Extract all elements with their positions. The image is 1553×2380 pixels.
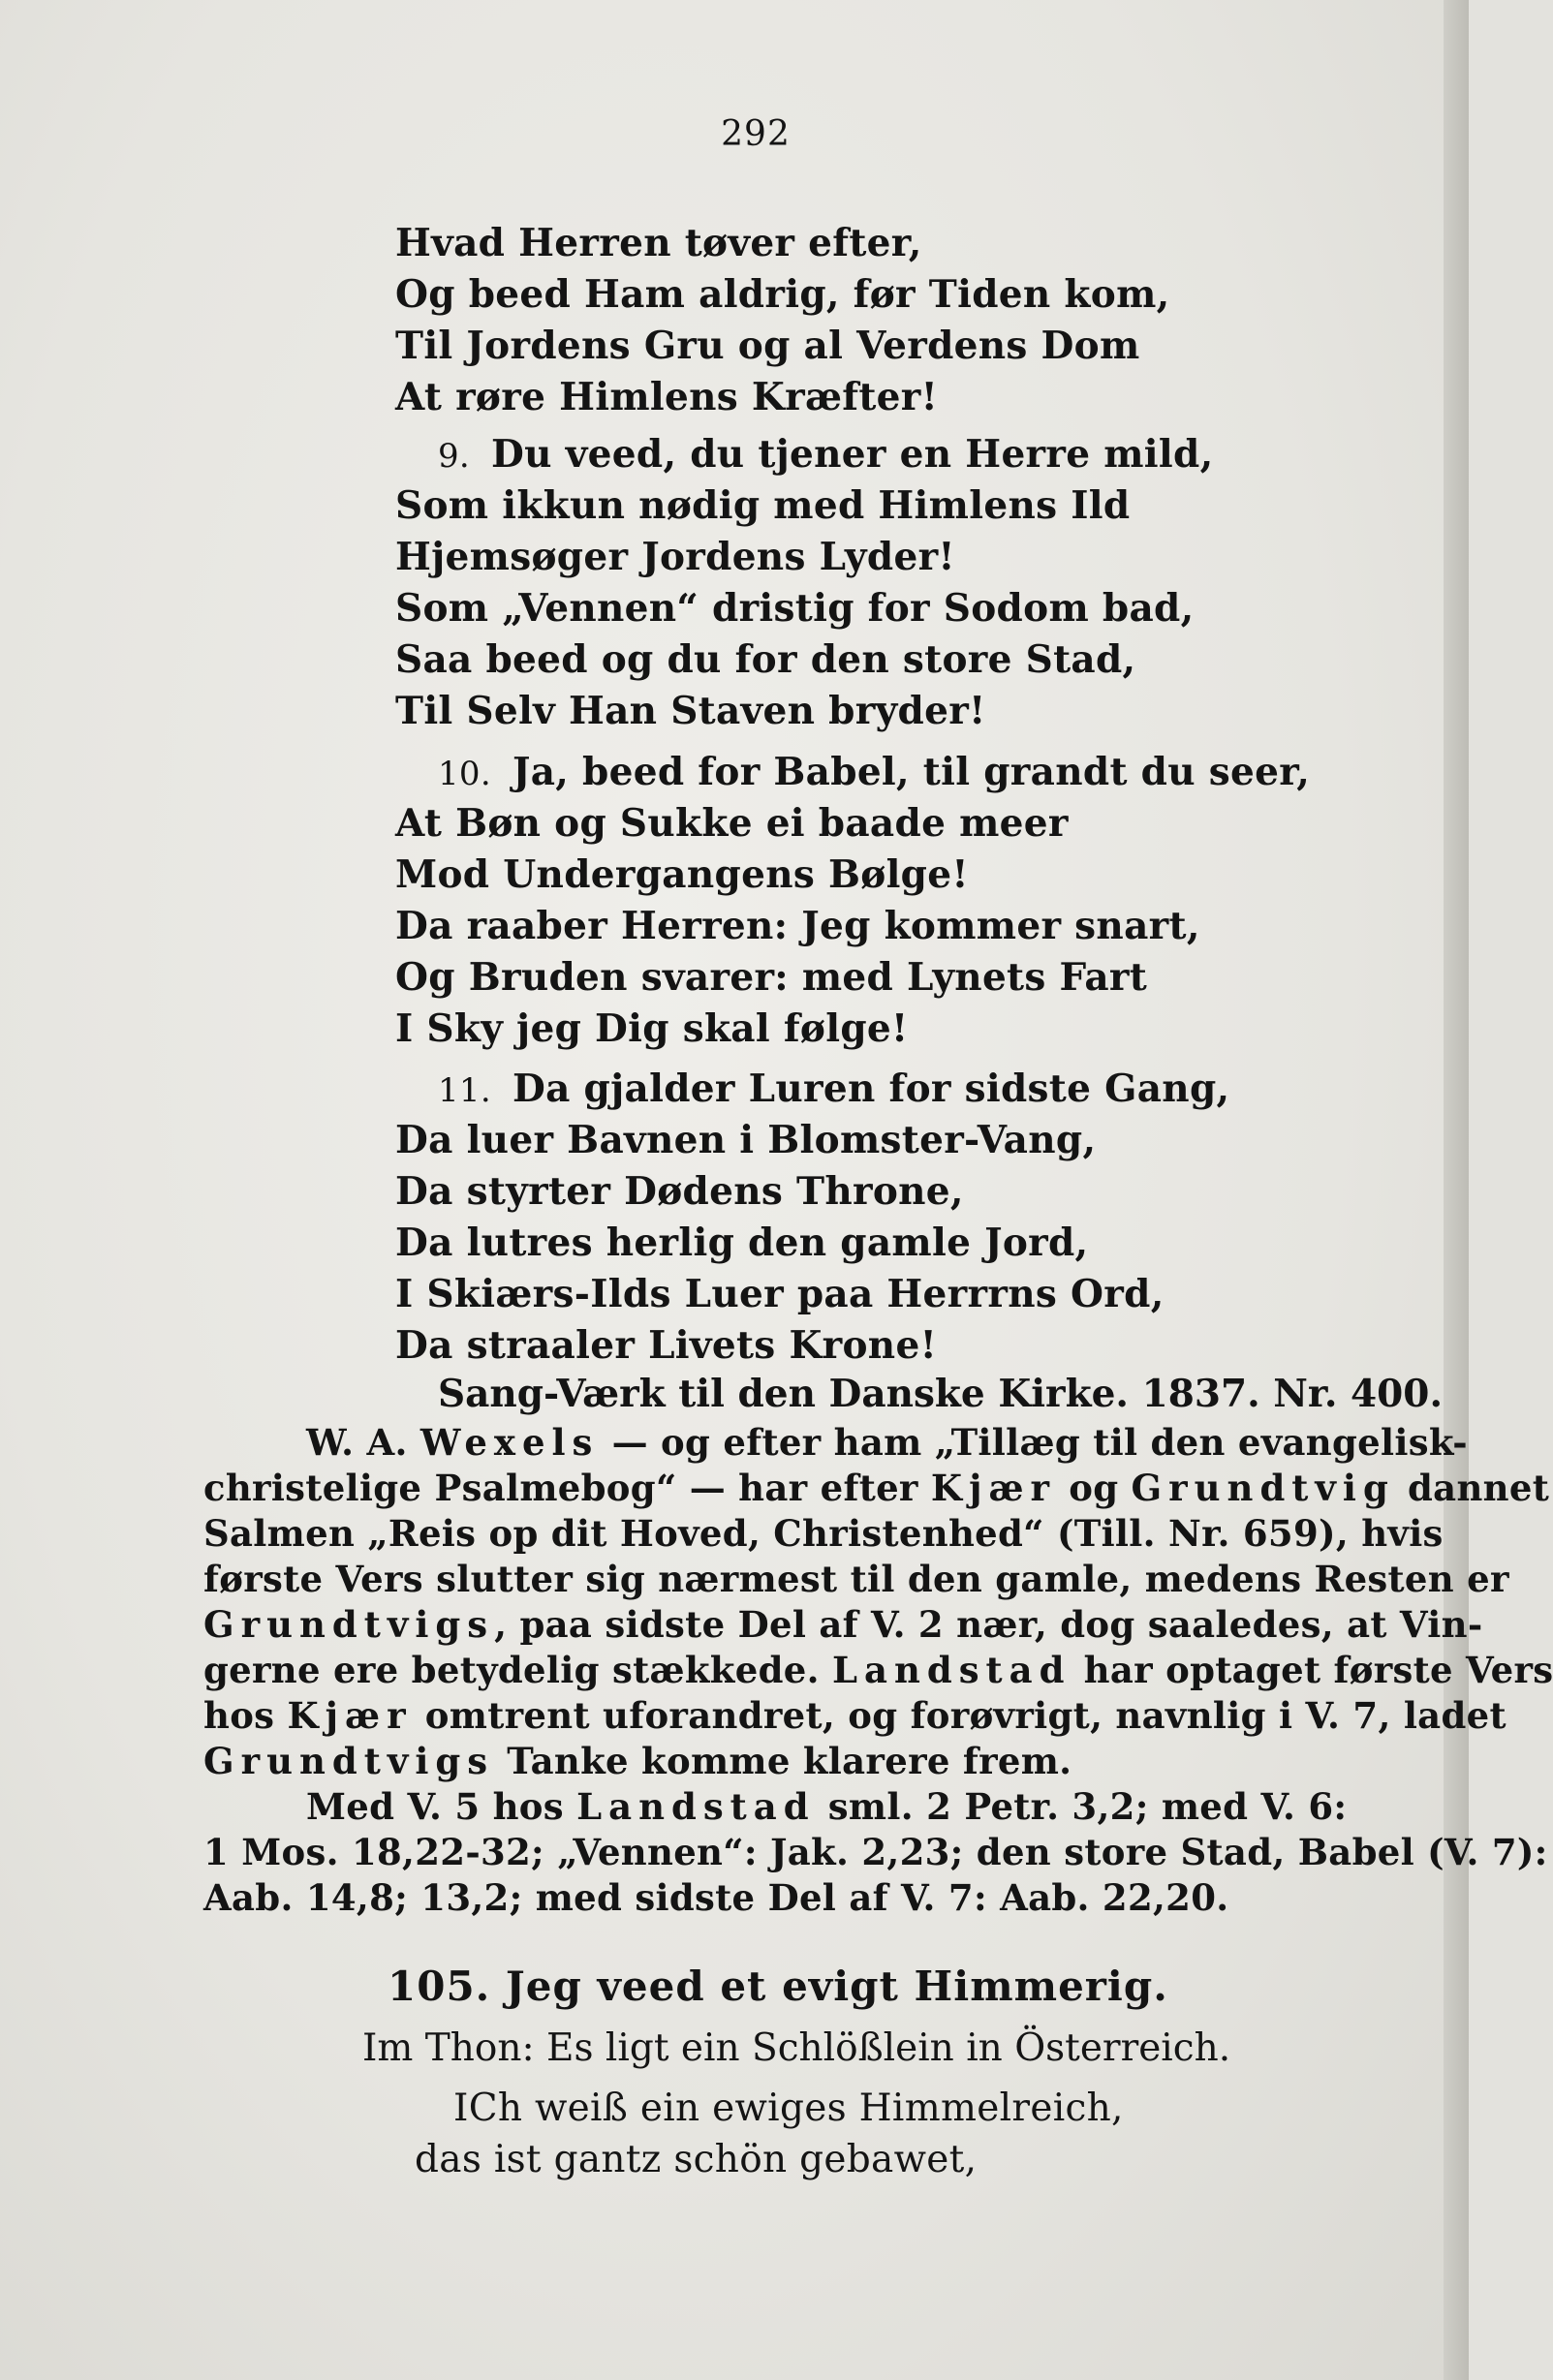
melody-line: Im Thon: Es ligt ein Schlößlein in Österreich. xyxy=(362,2026,1231,2070)
source-citation: Sang-Værk til den Danske Kirke. 1837. Nr. 400. xyxy=(438,1372,1444,1416)
verse-line: Da raaber Herren: Jeg kommer snart, xyxy=(395,904,1200,948)
page-edge xyxy=(1444,0,1469,2380)
verse-line: Og Bruden svarer: med Lynets Fart xyxy=(395,955,1148,1000)
hymn-line: ICh weiß ein ewiges Himmelreich, xyxy=(453,2086,1124,2130)
hymn-title: 105. Jeg veed et evigt Himmerig. xyxy=(388,1963,1168,2010)
note-line: W. A. Wexels — og efter ham „Tillæg til den evangelisk- xyxy=(306,1421,1468,1464)
note-line: første Vers slutter sig nærmest til den gamle, medens Resten er xyxy=(203,1558,1509,1600)
note-line: Aab. 14,8; 13,2; med sidste Del af V. 7: Aab. 22,20. xyxy=(203,1876,1229,1919)
note-line: 1 Mos. 18,22-32; „Vennen“: Jak. 2,23; den store Stad, Babel (V. 7): xyxy=(203,1831,1548,1873)
verse-line: Til Jordens Gru og al Verdens Dom xyxy=(395,324,1140,368)
verse-line: Da lutres herlig den gamle Jord, xyxy=(395,1221,1089,1265)
verse-line: I Sky jeg Dig skal følge! xyxy=(395,1006,909,1051)
verse-line: 10. Ja, beed for Babel, til grandt du seer, xyxy=(438,750,1311,794)
note-line: Grundtvigs, paa sidste Del af V. 2 nær, dog saaledes, at Vin- xyxy=(203,1603,1483,1646)
verse-number: 9. xyxy=(438,437,471,476)
verse-number: 11. xyxy=(438,1071,491,1110)
verse-line: Mod Undergangens Bølge! xyxy=(395,852,969,897)
verse-line: Til Selv Han Staven bryder! xyxy=(395,689,986,733)
verse-line: At Bøn og Sukke ei baade meer xyxy=(395,801,1069,846)
page-number: 292 xyxy=(721,114,791,154)
verse-line: 11. Da gjalder Luren for sidste Gang, xyxy=(438,1066,1230,1111)
verse-number: 10. xyxy=(438,755,491,793)
verse-line: Da luer Bavnen i Blomster-Vang, xyxy=(395,1118,1097,1162)
note-line: Med V. 5 hos Landstad sml. 2 Petr. 3,2; med V. 6: xyxy=(306,1785,1348,1828)
note-line: hos Kjær omtrent uforandret, og forøvrigt, navnlig i V. 7, ladet xyxy=(203,1694,1506,1737)
note-line: Grundtvigs Tanke komme klarere frem. xyxy=(203,1740,1072,1782)
verse-line: I Skiærs-Ilds Luer paa Herrrns Ord, xyxy=(395,1272,1165,1316)
verse-line: 9. Du veed, du tjener en Herre mild, xyxy=(438,432,1214,477)
verse-line: At røre Himlens Kræfter! xyxy=(395,375,939,419)
note-line: Salmen „Reis op dit Hoved, Christenhed“ (Till. Nr. 659), hvis xyxy=(203,1512,1444,1555)
verse-line: Hjemsøger Jordens Lyder! xyxy=(395,535,955,579)
verse-line: Som ikkun nødig med Himlens Ild xyxy=(395,483,1131,528)
verse-line: Og beed Ham aldrig, før Tiden kom, xyxy=(395,272,1170,317)
verse-line: Saa beed og du for den store Stad, xyxy=(395,637,1136,682)
verse-line: Da styrter Dødens Throne, xyxy=(395,1169,964,1214)
note-line: christelige Psalmebog“ — har efter Kjær og Grundtvig dannet xyxy=(203,1467,1550,1509)
verse-line: Som „Vennen“ dristig for Sodom bad, xyxy=(395,586,1195,631)
hymn-line: das ist gantz schön gebawet, xyxy=(415,2138,978,2181)
verse-line: Da straaler Livets Krone! xyxy=(395,1323,937,1368)
verse-line: Hvad Herren tøver efter, xyxy=(395,221,922,265)
note-line: gerne ere betydelig stækkede. Landstad har optaget første Vers xyxy=(203,1649,1553,1691)
